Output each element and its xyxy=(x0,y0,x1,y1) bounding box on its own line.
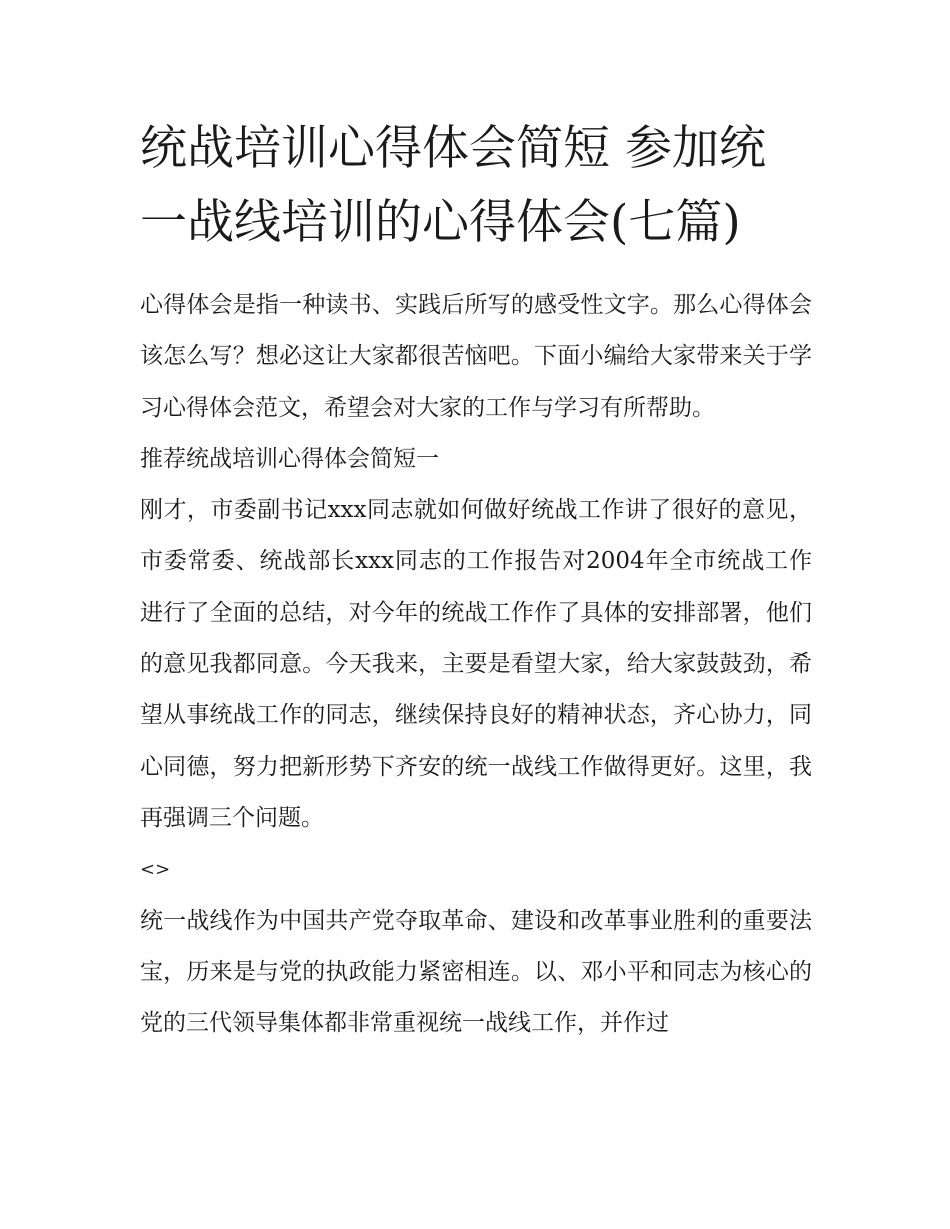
intro-paragraph: 心得体会是指一种读书、实践后所写的感受性文字。那么心得体会该怎么写？想必这让大家都很苦恼吧。下面小编给大家带来关于学习心得体会范文，希望会对大家的工作与学习有所帮助。 xyxy=(140,292,812,421)
section-heading: 推荐统战培训心得体会简短一 xyxy=(140,445,439,472)
placeholder-marker: <> xyxy=(140,859,171,881)
body-paragraph: 统一战线作为中国共产党夺取革命、建设和改革事业胜利的重要法宝，历来是与党的执政能力紧密相连。以、邓小平和同志为核心的党的三代领导集体都非常重视统一战线工作，并作过 xyxy=(140,907,812,1037)
body-paragraph: 刚才，市委副书记xxx同志就如何做好统战工作讲了很好的意见，市委常委、统战部长xxx同志的工作报告对2004年全市统战工作进行了全面的总结，对今年的统战工作作了具体的安排部署，他们的意见我都同意。今天我来，主要是看望大家，给大家鼓鼓劲，希望从事统战工作的同志，继续保持良好的精神状态，齐心协力，同心同德，努力把新形势下齐安的统一战线工作做得更好。这里，我再强调三个问题。 xyxy=(140,497,812,831)
document-title: 统战培训心得体会简短 参加统一战线培训的心得体会(七篇) xyxy=(140,121,766,250)
document-page xyxy=(140,112,812,1049)
